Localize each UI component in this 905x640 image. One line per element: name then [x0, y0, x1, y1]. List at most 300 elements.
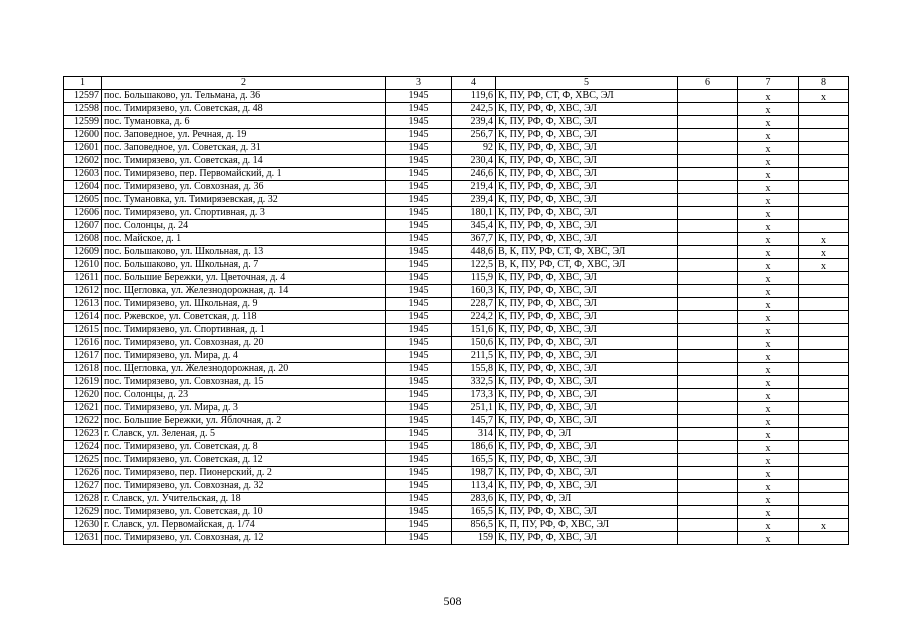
area-cell: 113,4: [452, 480, 496, 493]
year-built-cell: 1945: [386, 207, 452, 220]
record-number-cell: 12597: [64, 90, 102, 103]
amenities-cell: К, ПУ, РФ, Ф, ХВС, ЭЛ: [496, 298, 678, 311]
x-mark: x: [821, 521, 826, 532]
x-mark: x: [765, 183, 771, 194]
col-7-mark-cell: [738, 116, 799, 129]
table-row: [64, 532, 849, 545]
amenities-cell: К, ПУ, РФ, Ф, ХВС, ЭЛ: [496, 233, 678, 246]
table-row: [64, 467, 849, 480]
col-8-mark-cell: [799, 441, 849, 454]
header-col-2: 2: [102, 77, 386, 90]
area-cell: 122,5: [452, 259, 496, 272]
x-mark: x: [821, 248, 826, 259]
x-mark: x: [765, 352, 771, 363]
col-8-mark-cell: [799, 350, 849, 363]
x-mark: x: [765, 144, 771, 155]
col-6-cell: [678, 129, 738, 142]
year-built-cell: 1945: [386, 454, 452, 467]
amenities-cell: К, ПУ, РФ, Ф, ХВС, ЭЛ: [496, 415, 678, 428]
year-built-cell: 1945: [386, 194, 452, 207]
record-number-cell: 12627: [64, 480, 102, 493]
address-cell: пос. Заповедное, ул. Речная, д. 19: [102, 129, 386, 142]
table-row: [64, 181, 849, 194]
x-mark: x: [765, 365, 771, 376]
col-8-mark-cell: [799, 493, 849, 506]
amenities-cell: К, ПУ, РФ, Ф, ХВС, ЭЛ: [496, 155, 678, 168]
area-cell: 242,5: [452, 103, 496, 116]
record-number-cell: 12614: [64, 311, 102, 324]
col-6-cell: [678, 298, 738, 311]
area-cell: 115,9: [452, 272, 496, 285]
address-cell: пос. Тимирязево, ул. Спортивная, д. 3: [102, 207, 386, 220]
x-mark: x: [765, 118, 771, 129]
area-cell: 856,5: [452, 519, 496, 532]
col-6-cell: [678, 181, 738, 194]
address-cell: пос. Большаково, ул. Школьная, д. 7: [102, 259, 386, 272]
col-7-mark-cell: [738, 155, 799, 168]
area-cell: 256,7: [452, 129, 496, 142]
area-cell: 251,1: [452, 402, 496, 415]
col-8-mark-cell: [799, 90, 849, 103]
amenities-cell: К, ПУ, РФ, Ф, ХВС, ЭЛ: [496, 181, 678, 194]
table-row: [64, 129, 849, 142]
record-number-cell: 12619: [64, 376, 102, 389]
col-6-cell: [678, 363, 738, 376]
header-col-1: 1: [64, 77, 102, 90]
year-built-cell: 1945: [386, 103, 452, 116]
x-mark: x: [821, 235, 826, 246]
table-row: [64, 363, 849, 376]
amenities-cell: К, ПУ, РФ, Ф, ХВС, ЭЛ: [496, 441, 678, 454]
col-7-mark-cell: [738, 311, 799, 324]
record-number-cell: 12621: [64, 402, 102, 415]
area-cell: 332,5: [452, 376, 496, 389]
x-mark: x: [765, 92, 771, 103]
address-cell: г. Славск, ул. Учительская, д. 18: [102, 493, 386, 506]
col-8-mark-cell: [799, 506, 849, 519]
area-cell: 119,6: [452, 90, 496, 103]
area-cell: 246,6: [452, 168, 496, 181]
x-mark: x: [765, 313, 771, 324]
amenities-cell: К, ПУ, РФ, Ф, ХВС, ЭЛ: [496, 454, 678, 467]
area-cell: 92: [452, 142, 496, 155]
col-6-cell: [678, 90, 738, 103]
col-6-cell: [678, 467, 738, 480]
col-6-cell: [678, 506, 738, 519]
record-number-cell: 12628: [64, 493, 102, 506]
col-8-mark-cell: [799, 298, 849, 311]
record-number-cell: 12625: [64, 454, 102, 467]
col-8-mark-cell: [799, 207, 849, 220]
year-built-cell: 1945: [386, 519, 452, 532]
table-row: [64, 337, 849, 350]
col-6-cell: [678, 428, 738, 441]
address-cell: пос. Щегловка, ул. Железнодорожная, д. 20: [102, 363, 386, 376]
amenities-cell: В, К, ПУ, РФ, СТ, Ф, ХВС, ЭЛ: [496, 259, 678, 272]
year-built-cell: 1945: [386, 142, 452, 155]
col-7-mark-cell: [738, 363, 799, 376]
x-mark: x: [765, 209, 771, 220]
col-6-cell: [678, 272, 738, 285]
col-6-cell: [678, 376, 738, 389]
year-built-cell: 1945: [386, 155, 452, 168]
amenities-cell: В, К, ПУ, РФ, СТ, Ф, ХВС, ЭЛ: [496, 246, 678, 259]
col-8-mark-cell: [799, 363, 849, 376]
col-7-mark-cell: [738, 402, 799, 415]
amenities-cell: К, ПУ, РФ, Ф, ХВС, ЭЛ: [496, 116, 678, 129]
area-cell: 448,6: [452, 246, 496, 259]
amenities-cell: К, ПУ, РФ, Ф, ХВС, ЭЛ: [496, 506, 678, 519]
table-row: [64, 415, 849, 428]
amenities-cell: К, ПУ, РФ, Ф, ХВС, ЭЛ: [496, 480, 678, 493]
table-row: [64, 389, 849, 402]
col-8-mark-cell: [799, 259, 849, 272]
address-cell: пос. Тимирязево, ул. Школьная, д. 9: [102, 298, 386, 311]
col-8-mark-cell: [799, 415, 849, 428]
record-number-cell: 12623: [64, 428, 102, 441]
col-6-cell: [678, 142, 738, 155]
col-7-mark-cell: [738, 480, 799, 493]
col-6-cell: [678, 441, 738, 454]
year-built-cell: 1945: [386, 480, 452, 493]
amenities-cell: К, ПУ, РФ, Ф, ХВС, ЭЛ: [496, 168, 678, 181]
table-row: [64, 480, 849, 493]
record-number-cell: 12629: [64, 506, 102, 519]
address-cell: пос. Тимирязево, ул. Совхозная, д. 32: [102, 480, 386, 493]
col-6-cell: [678, 259, 738, 272]
col-8-mark-cell: [799, 402, 849, 415]
x-mark: x: [765, 469, 771, 480]
col-7-mark-cell: [738, 350, 799, 363]
address-cell: пос. Тимирязево, ул. Мира, д. 3: [102, 402, 386, 415]
col-7-mark-cell: [738, 259, 799, 272]
area-cell: 173,3: [452, 389, 496, 402]
col-8-mark-cell: [799, 194, 849, 207]
x-mark: x: [765, 508, 771, 519]
table-row: [64, 298, 849, 311]
table-row: [64, 324, 849, 337]
table-row: [64, 493, 849, 506]
header-col-3: 3: [386, 77, 452, 90]
record-number-cell: 12603: [64, 168, 102, 181]
address-cell: пос. Тимирязево, пер. Пионерский, д. 2: [102, 467, 386, 480]
area-cell: 314: [452, 428, 496, 441]
area-cell: 198,7: [452, 467, 496, 480]
amenities-cell: К, ПУ, РФ, Ф, ХВС, ЭЛ: [496, 324, 678, 337]
year-built-cell: 1945: [386, 220, 452, 233]
year-built-cell: 1945: [386, 493, 452, 506]
x-mark: x: [765, 404, 771, 415]
table-row: [64, 376, 849, 389]
col-7-mark-cell: [738, 220, 799, 233]
col-7-mark-cell: [738, 324, 799, 337]
table-row: [64, 142, 849, 155]
year-built-cell: 1945: [386, 259, 452, 272]
address-cell: пос. Тимирязево, пер. Первомайский, д. 1: [102, 168, 386, 181]
record-number-cell: 12598: [64, 103, 102, 116]
year-built-cell: 1945: [386, 389, 452, 402]
x-mark: x: [765, 391, 771, 402]
col-7-mark-cell: [738, 233, 799, 246]
table-row: [64, 116, 849, 129]
col-6-cell: [678, 402, 738, 415]
col-8-mark-cell: [799, 428, 849, 441]
year-built-cell: 1945: [386, 363, 452, 376]
x-mark: x: [821, 261, 826, 272]
area-cell: 211,5: [452, 350, 496, 363]
col-7-mark-cell: [738, 129, 799, 142]
x-mark: x: [765, 443, 771, 454]
x-mark: x: [765, 196, 771, 207]
x-mark: x: [821, 92, 826, 103]
address-cell: пос. Тимирязево, ул. Советская, д. 14: [102, 155, 386, 168]
table-row: [64, 311, 849, 324]
col-6-cell: [678, 207, 738, 220]
address-cell: пос. Большие Бережки, ул. Яблочная, д. 2: [102, 415, 386, 428]
x-mark: x: [765, 339, 771, 350]
record-number-cell: 12626: [64, 467, 102, 480]
address-cell: пос. Щегловка, ул. Железнодорожная, д. 14: [102, 285, 386, 298]
table-row: [64, 272, 849, 285]
col-7-mark-cell: [738, 181, 799, 194]
col-8-mark-cell: [799, 467, 849, 480]
header-col-7: 7: [738, 77, 799, 90]
amenities-cell: К, ПУ, РФ, Ф, ХВС, ЭЛ: [496, 467, 678, 480]
col-7-mark-cell: [738, 246, 799, 259]
amenities-cell: К, ПУ, РФ, Ф, ХВС, ЭЛ: [496, 532, 678, 545]
x-mark: x: [765, 131, 771, 142]
header-col-5: 5: [496, 77, 678, 90]
x-mark: x: [765, 248, 771, 259]
table-row: [64, 259, 849, 272]
area-cell: 155,8: [452, 363, 496, 376]
year-built-cell: 1945: [386, 129, 452, 142]
year-built-cell: 1945: [386, 350, 452, 363]
col-6-cell: [678, 168, 738, 181]
col-6-cell: [678, 285, 738, 298]
x-mark: x: [765, 300, 771, 311]
table-row: [64, 194, 849, 207]
col-8-mark-cell: [799, 129, 849, 142]
col-6-cell: [678, 324, 738, 337]
address-cell: г. Славск, ул. Зеленая, д. 5: [102, 428, 386, 441]
area-cell: 165,5: [452, 454, 496, 467]
area-cell: 151,6: [452, 324, 496, 337]
col-7-mark-cell: [738, 142, 799, 155]
col-6-cell: [678, 220, 738, 233]
record-number-cell: 12618: [64, 363, 102, 376]
header-col-4: 4: [452, 77, 496, 90]
address-cell: пос. Тимирязево, ул. Мира, д. 4: [102, 350, 386, 363]
col-8-mark-cell: [799, 324, 849, 337]
x-mark: x: [765, 261, 771, 272]
address-cell: пос. Майское, д. 1: [102, 233, 386, 246]
area-cell: 180,1: [452, 207, 496, 220]
x-mark: x: [765, 534, 771, 545]
housing-register-table: [63, 76, 849, 545]
year-built-cell: 1945: [386, 168, 452, 181]
col-6-cell: [678, 116, 738, 129]
year-built-cell: 1945: [386, 428, 452, 441]
address-cell: пос. Тимирязево, ул. Советская, д. 48: [102, 103, 386, 116]
table-row: [64, 90, 849, 103]
col-8-mark-cell: [799, 155, 849, 168]
table-row: [64, 207, 849, 220]
address-cell: пос. Большие Бережки, ул. Цветочная, д. 4: [102, 272, 386, 285]
area-cell: 219,4: [452, 181, 496, 194]
col-6-cell: [678, 389, 738, 402]
col-8-mark-cell: [799, 220, 849, 233]
col-8-mark-cell: [799, 246, 849, 259]
amenities-cell: К, ПУ, РФ, Ф, ЭЛ: [496, 493, 678, 506]
col-8-mark-cell: [799, 168, 849, 181]
address-cell: пос. Тимирязево, ул. Совхозная, д. 36: [102, 181, 386, 194]
x-mark: x: [765, 417, 771, 428]
record-number-cell: 12600: [64, 129, 102, 142]
col-7-mark-cell: [738, 454, 799, 467]
address-cell: пос. Тимирязево, ул. Советская, д. 12: [102, 454, 386, 467]
col-6-cell: [678, 454, 738, 467]
x-mark: x: [765, 495, 771, 506]
area-cell: 367,7: [452, 233, 496, 246]
x-mark: x: [765, 157, 771, 168]
year-built-cell: 1945: [386, 233, 452, 246]
table-row: [64, 285, 849, 298]
col-7-mark-cell: [738, 376, 799, 389]
col-7-mark-cell: [738, 168, 799, 181]
record-number-cell: 12604: [64, 181, 102, 194]
address-cell: пос. Тимирязево, ул. Советская, д. 8: [102, 441, 386, 454]
address-cell: пос. Солонцы, д. 24: [102, 220, 386, 233]
table-row: [64, 350, 849, 363]
year-built-cell: 1945: [386, 298, 452, 311]
record-number-cell: 12601: [64, 142, 102, 155]
amenities-cell: К, ПУ, РФ, Ф, ХВС, ЭЛ: [496, 363, 678, 376]
col-7-mark-cell: [738, 272, 799, 285]
col-6-cell: [678, 311, 738, 324]
col-7-mark-cell: [738, 415, 799, 428]
record-number-cell: 12613: [64, 298, 102, 311]
record-number-cell: 12599: [64, 116, 102, 129]
x-mark: x: [765, 235, 771, 246]
year-built-cell: 1945: [386, 376, 452, 389]
amenities-cell: К, ПУ, РФ, Ф, ХВС, ЭЛ: [496, 337, 678, 350]
col-6-cell: [678, 480, 738, 493]
col-6-cell: [678, 415, 738, 428]
table-row: [64, 506, 849, 519]
col-8-mark-cell: [799, 142, 849, 155]
x-mark: x: [765, 222, 771, 233]
year-built-cell: 1945: [386, 246, 452, 259]
amenities-cell: К, ПУ, РФ, Ф, ХВС, ЭЛ: [496, 220, 678, 233]
table-row: [64, 441, 849, 454]
area-cell: 228,7: [452, 298, 496, 311]
area-cell: 150,6: [452, 337, 496, 350]
year-built-cell: 1945: [386, 337, 452, 350]
col-6-cell: [678, 519, 738, 532]
col-6-cell: [678, 350, 738, 363]
table-row: [64, 454, 849, 467]
address-cell: пос. Солонцы, д. 23: [102, 389, 386, 402]
record-number-cell: 12615: [64, 324, 102, 337]
record-number-cell: 12611: [64, 272, 102, 285]
x-mark: x: [765, 105, 771, 116]
col-6-cell: [678, 233, 738, 246]
year-built-cell: 1945: [386, 285, 452, 298]
amenities-cell: К, ПУ, РФ, Ф, ХВС, ЭЛ: [496, 272, 678, 285]
address-cell: пос. Тумановка, д. 6: [102, 116, 386, 129]
year-built-cell: 1945: [386, 467, 452, 480]
col-8-mark-cell: [799, 272, 849, 285]
amenities-cell: К, ПУ, РФ, Ф, ХВС, ЭЛ: [496, 129, 678, 142]
table-row: [64, 519, 849, 532]
amenities-cell: К, ПУ, РФ, Ф, ХВС, ЭЛ: [496, 350, 678, 363]
year-built-cell: 1945: [386, 311, 452, 324]
area-cell: 186,6: [452, 441, 496, 454]
record-number-cell: 12608: [64, 233, 102, 246]
record-number-cell: 12612: [64, 285, 102, 298]
col-8-mark-cell: [799, 454, 849, 467]
table-row: [64, 402, 849, 415]
col-6-cell: [678, 246, 738, 259]
amenities-cell: К, ПУ, РФ, Ф, ХВС, ЭЛ: [496, 207, 678, 220]
header-col-6: 6: [678, 77, 738, 90]
x-mark: x: [765, 274, 771, 285]
x-mark: x: [765, 326, 771, 337]
area-cell: 160,3: [452, 285, 496, 298]
year-built-cell: 1945: [386, 90, 452, 103]
table-row: [64, 246, 849, 259]
col-7-mark-cell: [738, 467, 799, 480]
col-7-mark-cell: [738, 285, 799, 298]
amenities-cell: К, ПУ, РФ, Ф, ХВС, ЭЛ: [496, 194, 678, 207]
col-7-mark-cell: [738, 532, 799, 545]
year-built-cell: 1945: [386, 415, 452, 428]
table-row: [64, 233, 849, 246]
col-6-cell: [678, 493, 738, 506]
x-mark: x: [765, 456, 771, 467]
address-cell: пос. Тимирязево, ул. Спортивная, д. 1: [102, 324, 386, 337]
record-number-cell: 12602: [64, 155, 102, 168]
col-8-mark-cell: [799, 532, 849, 545]
amenities-cell: К, ПУ, РФ, Ф, ЭЛ: [496, 428, 678, 441]
address-cell: пос. Тимирязево, ул. Совхозная, д. 20: [102, 337, 386, 350]
address-cell: пос. Большаково, ул. Тельмана, д. 36: [102, 90, 386, 103]
year-built-cell: 1945: [386, 116, 452, 129]
address-cell: пос. Тумановка, ул. Тимирязевская, д. 32: [102, 194, 386, 207]
area-cell: 230,4: [452, 155, 496, 168]
year-built-cell: 1945: [386, 324, 452, 337]
record-number-cell: 12631: [64, 532, 102, 545]
address-cell: г. Славск, ул. Первомайская, д. 1/74: [102, 519, 386, 532]
col-8-mark-cell: [799, 116, 849, 129]
amenities-cell: К, ПУ, РФ, Ф, ХВС, ЭЛ: [496, 285, 678, 298]
record-number-cell: 12610: [64, 259, 102, 272]
area-cell: 239,4: [452, 194, 496, 207]
col-7-mark-cell: [738, 207, 799, 220]
col-8-mark-cell: [799, 480, 849, 493]
table-row: [64, 428, 849, 441]
x-mark: x: [765, 430, 771, 441]
col-7-mark-cell: [738, 389, 799, 402]
table-body: [64, 90, 849, 545]
table-row: [64, 220, 849, 233]
col-7-mark-cell: [738, 337, 799, 350]
amenities-cell: К, ПУ, РФ, СТ, Ф, ХВС, ЭЛ: [496, 90, 678, 103]
address-cell: пос. Ржевское, ул. Советская, д. 118: [102, 311, 386, 324]
x-mark: x: [765, 521, 771, 532]
area-cell: 165,5: [452, 506, 496, 519]
